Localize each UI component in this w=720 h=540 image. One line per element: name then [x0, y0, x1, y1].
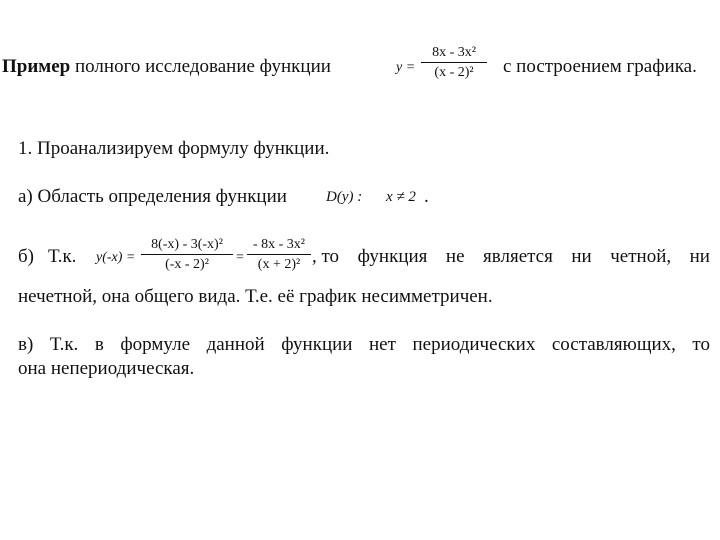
step-b-numerator-2: - 8x - 3x² — [252, 237, 306, 252]
title-func-denominator: (x - 2)² — [434, 65, 474, 80]
step-b-lhs: y(-x) = — [96, 250, 136, 265]
step-a-domain: D(y) : — [326, 189, 363, 205]
step-b-tk: Т.к. — [48, 246, 77, 267]
title-left — [2, 56, 331, 78]
title-fraction — [421, 44, 487, 81]
step-a-text: а) Область определения функции — [18, 186, 287, 207]
title-func-numerator: 8x - 3x² — [432, 45, 476, 60]
step-b-denominator-1: (-x - 2)² — [165, 257, 209, 272]
step-a-condition: x ≠ 2 — [386, 189, 416, 205]
step-b-line-2: нечетной, она общего вида. Т.е. её график несимметричен. — [18, 286, 493, 307]
fraction-bar — [421, 62, 487, 63]
step-a-dot: . — [424, 186, 429, 207]
step-b-label: б) — [18, 246, 34, 267]
step-1-heading: 1. Проанализируем формулу функции. — [18, 138, 330, 159]
word: функции — [281, 334, 353, 355]
title-bold: Пример — [2, 56, 71, 77]
step-b-denominator-2: (x + 2)² — [257, 257, 301, 272]
word: Т.к. — [49, 334, 79, 355]
fraction-bar — [247, 254, 311, 255]
word: данной — [206, 334, 265, 355]
word: то — [692, 334, 710, 355]
title-text: полного исследование функции — [75, 56, 331, 77]
word: в) — [18, 334, 34, 355]
word: ни — [689, 246, 710, 267]
word: является — [483, 246, 553, 267]
word: не — [445, 246, 465, 267]
step-b-fraction-2 — [247, 236, 311, 273]
word: составляющих, — [551, 334, 676, 355]
word: ни — [571, 246, 592, 267]
step-v-line-2: она непериодическая. — [18, 358, 195, 379]
title-func-lhs: y = — [396, 60, 416, 75]
word: нет — [369, 334, 396, 355]
word: формуле — [120, 334, 191, 355]
word: в — [94, 334, 104, 355]
word: функция — [357, 246, 428, 267]
step-b-fraction-1 — [141, 236, 233, 273]
word: , то — [312, 246, 340, 267]
step-b-equals: = — [236, 250, 244, 265]
word: четной, — [610, 246, 672, 267]
step-b-numerator-1: 8(-x) - 3(-x)² — [151, 237, 223, 252]
title-right: с построением графика. — [503, 56, 697, 77]
word: периодических — [412, 334, 536, 355]
fraction-bar — [141, 254, 233, 255]
step-v-line-1 — [18, 334, 710, 356]
step-b-line-1 — [312, 246, 710, 268]
